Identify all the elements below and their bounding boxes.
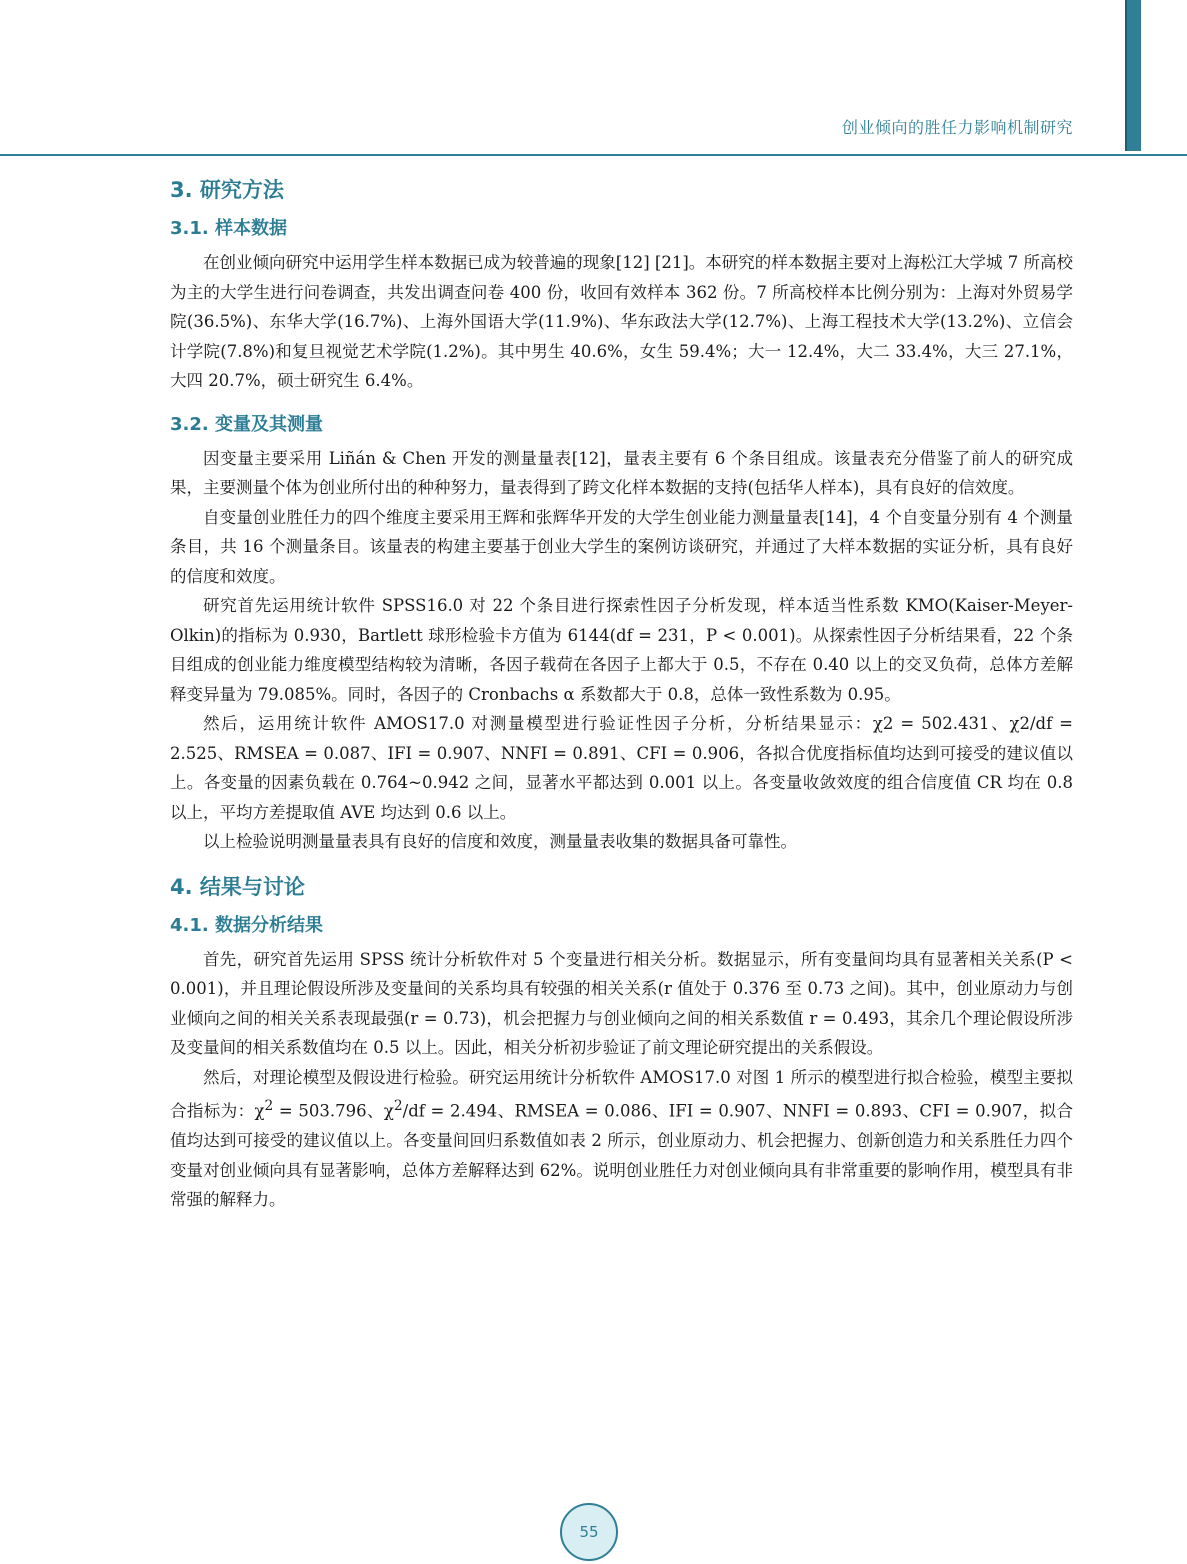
paragraph-4-1-2-part-a: 然后，对理论模型及假设进行检验。研究运用统计分析软件 AMOS17.0 对图 1 所示的模型进行拟合检验，模型主要拟合指标为：χ bbox=[170, 1067, 1073, 1121]
chi-superscript: 2 bbox=[264, 1098, 274, 1114]
header-accent-bar bbox=[1125, 0, 1141, 151]
section-3-2-heading: 3.2. 变量及其测量 bbox=[170, 413, 323, 435]
paragraph-3-2-2: 自变量创业胜任力的四个维度主要采用王辉和张辉华开发的大学生创业能力测量量表[14]，4 个自变量分别有 4 个测量条目，共 16 个测量条目。该量表的构建主要基于创业大学生的案例访谈研究，并通过了大样本数据的实证分析，具有良好的信度和效度。 bbox=[170, 507, 1073, 586]
paragraph-3-2-3: 研究首先运用统计软件 SPSS16.0 对 22 个条目进行探索性因子分析发现，样本适当性系数 KMO(Kaiser-Meyer-Olkin)的指标为 0.930，Bartlett 球形检验卡方值为 6144(df = 231，P < 0.001)。从探索性因子分析结果看，22 个条目组成的创业能力维度模型结构较为清晰，各因子载荷在各因子上都大于 0.5，不存在 0.40 以上的交叉负荷，总体方差解释变异量为 79.085%。同时，各因子的 Cronbachs α 系数都大于 0.8，总体一致性系数为 0.95。 bbox=[170, 596, 1073, 704]
running-title: 创业倾向的胜任力影响机制研究 bbox=[841, 118, 1073, 137]
paragraph-4-1-1: 首先，研究首先运用 SPSS 统计分析软件对 5 个变量进行相关分析。数据显示，所有变量间均具有显著相关关系(P < 0.001)，并且理论假设所涉及变量间的关系均具有较强的相关关系(r 值处于 0.376 至 0.73 之间)。其中，创业原动力与创业倾向之间的相关关系表现最强(r = 0.73)，机会把握力与创业倾向之间的相关系数值 r = 0.493，其余几个理论假设所涉及变量间的相关系数值均在 0.5 以上。因此，相关分析初步验证了前文理论研究提出的关系假设。 bbox=[170, 949, 1073, 1057]
paragraph-3-1-1: 在创业倾向研究中运用学生样本数据已成为较普遍的现象[12] [21]。本研究的样本数据主要对上海松江大学城 7 所高校为主的大学生进行问卷调查，共发出调查问卷 400 份，收回有效样本 362 份。7 所高校样本比例分别为：上海对外贸易学院(36.5%)、东华大学(16.7%)、上海外国语大学(11.9%)、华东政法大学(12.7%)、上海工程技术大学(13.2%)、立信会计学院(7.8%)和复旦视觉艺术学院(1.2%)。其中男生 40.6%，女生 59.4%；大一 12.4%，大二 33.4%，大三 27.1%，大四 20.7%，硕士研究生 6.4%。 bbox=[170, 253, 1073, 390]
paragraph-4-1-2-part-b: = 503.796、χ bbox=[273, 1101, 394, 1121]
paragraph-4-1-2-part-c: /df = 2.494、RMSEA = 0.086、IFI = 0.907、NNFI = 0.893、CFI = 0.907，拟合值均达到可接受的建议值以上。各变量间回归系数值如表 2 所示，创业原动力、机会把握力、创新创造力和关系胜任力四个变量对创业倾向具有显著影响，总体方差解释达到 62%。说明创业胜任力对创业倾向具有非常重要的影响作用，模型具有非常强的解释力。 bbox=[170, 1101, 1074, 1209]
chi-superscript-2: 2 bbox=[393, 1098, 403, 1114]
paragraph-3-2-4: 然后，运用统计软件 AMOS17.0 对测量模型进行验证性因子分析，分析结果显示：χ2 = 502.431、χ2/df = 2.525、RMSEA = 0.087、IFI = 0.907、NNFI = 0.891、CFI = 0.906，各拟合优度指标值均达到可接受的建议值以上。各变量的因素负载在 0.764~0.942 之间，显著水平都达到 0.001 以上。各变量收敛效度的组合信度值 CR 均在 0.8 以上，平均方差提取值 AVE 均达到 0.6 以上。 bbox=[170, 714, 1073, 822]
section-3-heading: 3. 研究方法 bbox=[170, 178, 284, 202]
header-rule bbox=[0, 154, 1187, 156]
paragraph-3-2-1: 因变量主要采用 Liñán & Chen 开发的测量量表[12]，量表主要有 6 个条目组成。该量表充分借鉴了前人的研究成果，主要测量个体为创业所付出的种种努力，量表得到了跨文化样本数据的支持(包括华人样本)，具有良好的信效度。 bbox=[170, 448, 1073, 497]
section-4-heading: 4. 结果与讨论 bbox=[170, 874, 305, 899]
page-number: 55 bbox=[560, 1503, 618, 1561]
paragraph-3-2-5: 以上检验说明测量量表具有良好的信度和效度，测量量表收集的数据具备可靠性。 bbox=[203, 832, 797, 851]
article-body bbox=[170, 168, 1073, 1215]
paragraph-4-1-2 bbox=[170, 1063, 1073, 1215]
section-4-1-heading: 4.1. 数据分析结果 bbox=[170, 914, 323, 936]
section-3-1-heading: 3.1. 样本数据 bbox=[170, 218, 287, 239]
